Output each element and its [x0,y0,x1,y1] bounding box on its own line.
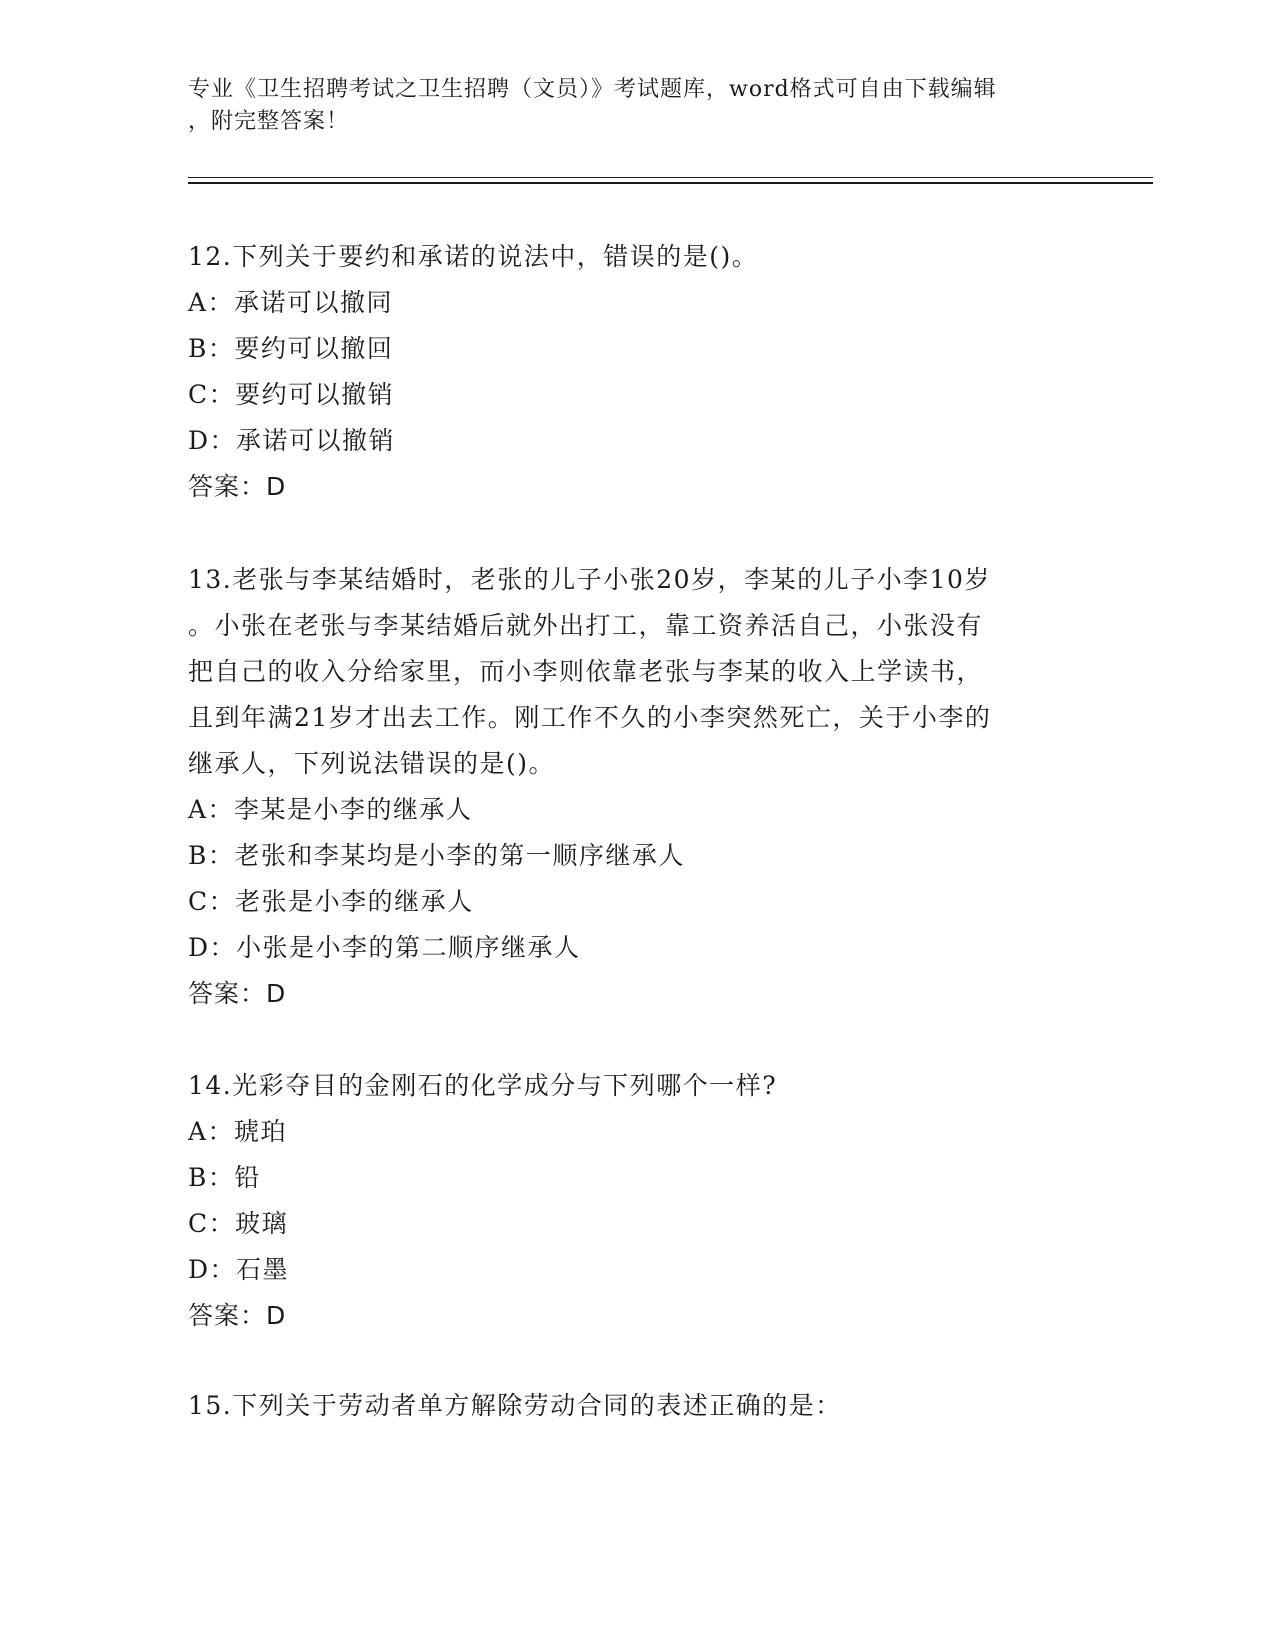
question-15 [188,1383,1088,1429]
option-d: D：承诺可以撤销 [188,426,396,455]
option-c: C：老张是小李的继承人 [188,887,474,916]
question-stem-line: 。小张在老张与李某结婚后就外出打工，靠工资养活自己，小张没有 [188,611,984,640]
option-b: B：老张和李某均是小李的第一顺序继承人 [188,841,685,870]
question-stem-line: 继承人，下列说法错误的是()。 [188,749,556,778]
question-stem-line: 且到年满21岁才出去工作。刚工作不久的小李突然死亡，关于小李的 [188,703,992,732]
answer: 答案：D [188,472,287,501]
answer: 答案：D [188,1301,287,1330]
question-stem-line: 13.老张与李某结婚时，老张的儿子小张20岁，李某的儿子小李10岁 [188,565,991,594]
option-d: D：小张是小李的第二顺序继承人 [188,933,581,962]
header-divider-bottom [188,182,1153,184]
question-stem: 12.下列关于要约和承诺的说法中，错误的是()。 [188,242,759,271]
question-12 [188,234,1088,510]
option-a: A：承诺可以撤同 [188,288,394,317]
option-b: B：铅 [188,1163,261,1192]
option-a: A：琥珀 [188,1117,288,1146]
question-13 [188,557,1088,1017]
option-a: A：李某是小李的继承人 [188,795,473,824]
header-line-2: ，附完整答案！ [188,109,350,134]
header-line-1: 专业《卫生招聘考试之卫生招聘（文员）》考试题库，word格式可自由下载编辑 [188,77,997,102]
question-stem: 15.下列关于劳动者单方解除劳动合同的表述正确的是： [188,1391,842,1420]
option-d: D：石墨 [188,1255,290,1284]
option-b: B：要约可以撤回 [188,334,394,363]
question-stem-line: 把自己的收入分给家里，而小李则依靠老张与李某的收入上学读书， [188,657,984,686]
document-header [188,74,1068,138]
question-14 [188,1063,1088,1339]
option-c: C：要约可以撤销 [188,380,395,409]
header-divider-top [188,177,1153,178]
answer: 答案：D [188,979,287,1008]
question-stem: 14.光彩夺目的金刚石的化学成分与下列哪个一样? [188,1071,778,1100]
option-c: C：玻璃 [188,1209,289,1238]
